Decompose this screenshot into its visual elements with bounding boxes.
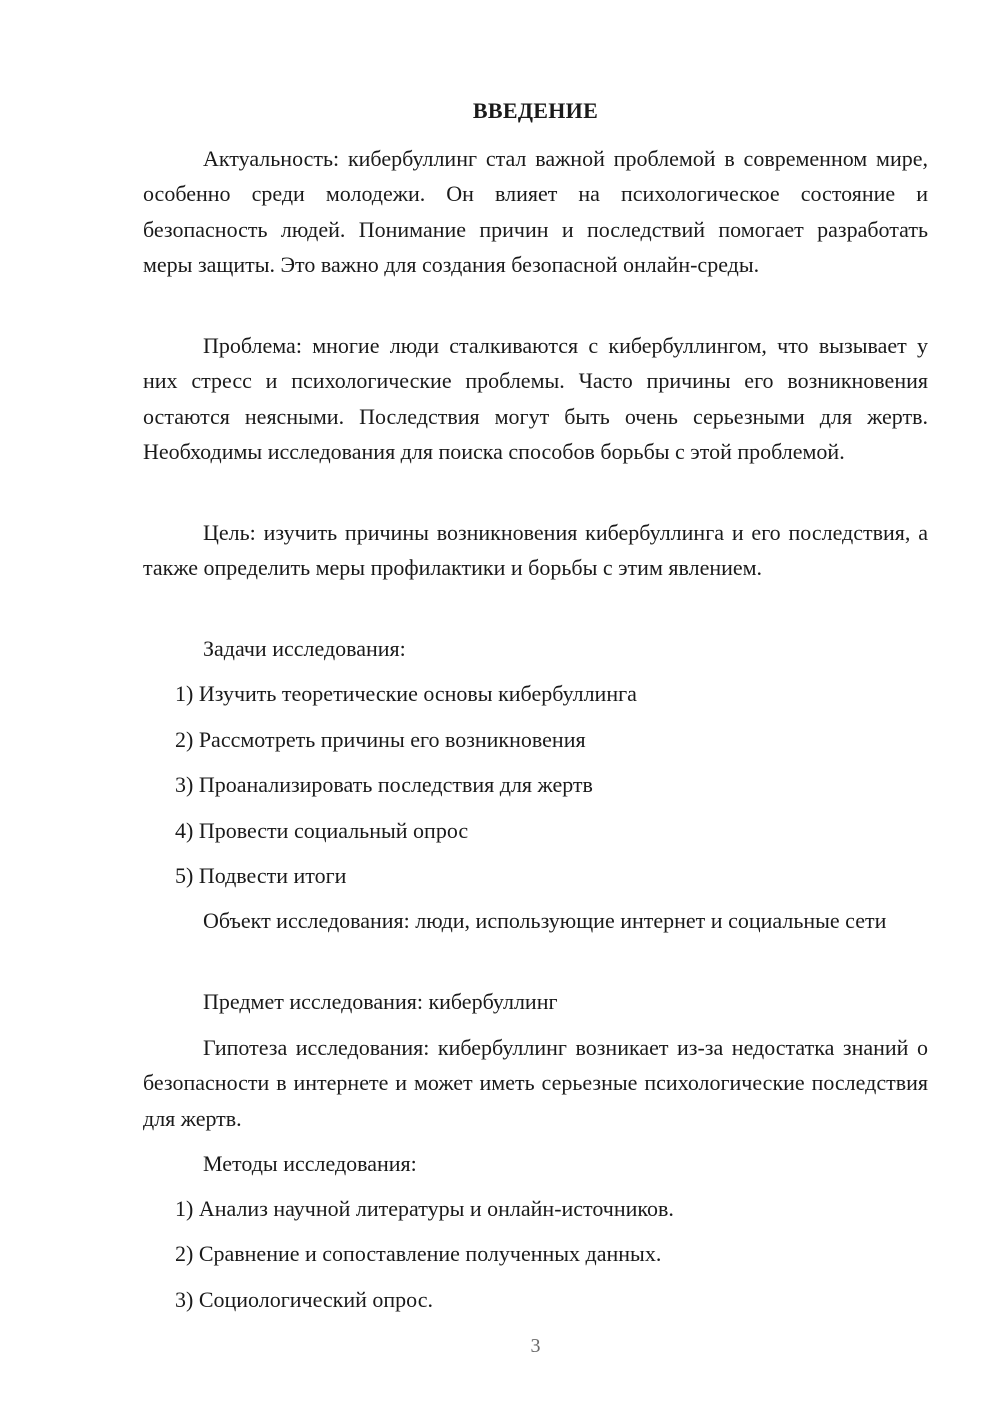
document-page [143,0,928,1414]
method-item-1: 1) Анализ научной литературы и онлайн-источников. [175,1196,674,1221]
relevance-paragraph: Актуальность: кибербуллинг стал важной проблемой в современном мире, особенно среди молодежи. Он влияет на психологическое состояние и безопасность людей. Понимание причин и последствий помогает разработать меры защиты. Это важно для создания безопасной онлайн-среды. [143,146,928,277]
tasks-heading: Задачи исследования: [203,636,406,661]
problem-paragraph: Проблема: многие люди сталкиваются с кибербуллингом, что вызывает у них стресс и психологические проблемы. Часто причины его возникновения остаются неясными. Последствия могут быть очень серьезными для жертв. Необходимы исследования для поиска способов борьбы с этой проблемой. [143,333,928,464]
goal-paragraph: Цель: изучить причины возникновения кибербуллинга и его последствия, а также определить меры профилактики и борьбы с этим явлением. [143,520,928,581]
method-item-2: 2) Сравнение и сопоставление полученных данных. [175,1241,662,1266]
task-item-4: 4) Провести социальный опрос [175,818,469,843]
task-item-5: 5) Подвести итоги [175,863,347,888]
object-paragraph: Объект исследования: люди, использующие интернет и социальные сети [203,908,887,933]
task-item-2: 2) Рассмотреть причины его возникновения [175,727,586,752]
page-number: 3 [530,1335,541,1357]
page-title: ВВЕДЕНИЕ [472,98,599,123]
task-item-1: 1) Изучить теоретические основы кибербуллинга [175,681,637,706]
hypothesis-paragraph: Гипотеза исследования: кибербуллинг возникает из-за недостатка знаний о безопасности в интернете и может иметь серьезные психологические последствия для жертв. [143,1035,928,1131]
task-item-3: 3) Проанализировать последствия для жертв [175,772,593,797]
subject-line: Предмет исследования: кибербуллинг [203,989,558,1014]
methods-heading: Методы исследования: [203,1151,417,1176]
method-item-3: 3) Социологический опрос. [175,1287,433,1312]
